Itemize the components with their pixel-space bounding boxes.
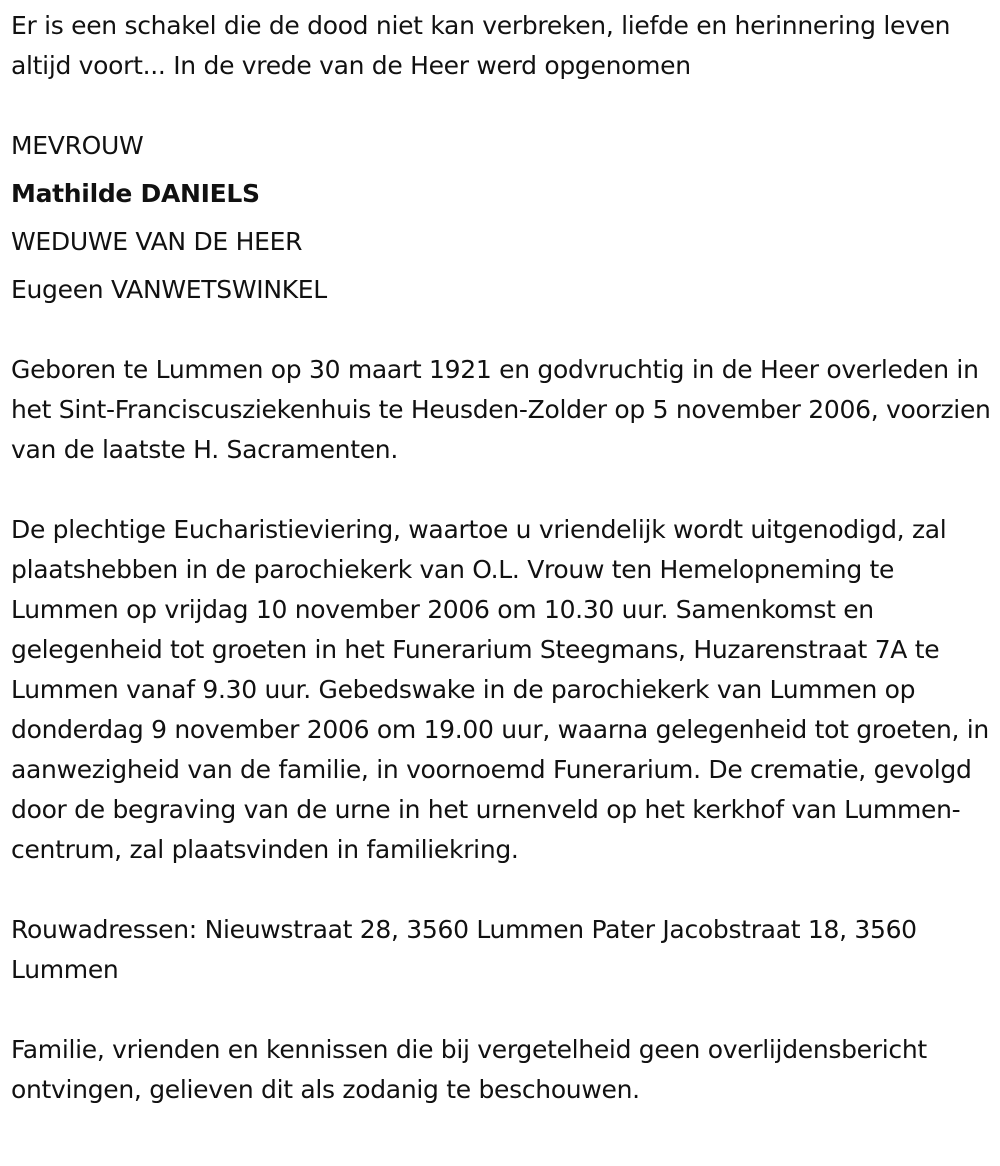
spouse-name: Eugeen VANWETSWINKEL (11, 275, 327, 304)
death-notice (11, 6, 996, 1110)
intro-paragraph: Er is een schakel die de dood niet kan verbreken, liefde en herinnering leven altijd voort... In de vrede van de Heer werd opgenomen (11, 11, 951, 80)
birth-death-paragraph: Geboren te Lummen op 30 maart 1921 en godvruchtig in de Heer overleden in het Sint-Franciscusziekenhuis te Heusden-Zolder op 5 november 2006, voorzien van de laatste H. Sacramenten. (11, 355, 991, 464)
relation-line: WEDUWE VAN DE HEER (11, 227, 303, 256)
deceased-name: Mathilde DANIELS (11, 179, 260, 208)
closing-paragraph: Familie, vrienden en kennissen die bij vergetelheid geen overlijdensbericht ontvingen, gelieven dit als zodanig te beschouwen. (11, 1035, 927, 1104)
ceremony-paragraph: De plechtige Eucharistieviering, waartoe u vriendelijk wordt uitgenodigd, zal plaatshebben in de parochiekerk van O.L. Vrouw ten Hemelopneming te Lummen op vrijdag 10 november 2006 om 10.30 uur. Samenkomst en gelegenheid tot groeten in het Funerarium Steegmans, Huzarenstraat 7A te Lummen vanaf 9.30 uur. Gebedswake in de parochiekerk van Lummen op donderdag 9 november 2006 om 19.00 uur, waarna gelegenheid tot groeten, in aanwezigheid van de familie, in voornoemd Funerarium. De crematie, gevolgd door de begraving van de urne in het urnenveld op het kerkhof van Lummen-centrum, zal plaatsvinden in familiekring. (11, 515, 989, 864)
title-prefix: MEVROUW (11, 131, 144, 160)
addresses-paragraph: Rouwadressen: Nieuwstraat 28, 3560 Lummen Pater Jacobstraat 18, 3560 Lummen (11, 915, 917, 984)
